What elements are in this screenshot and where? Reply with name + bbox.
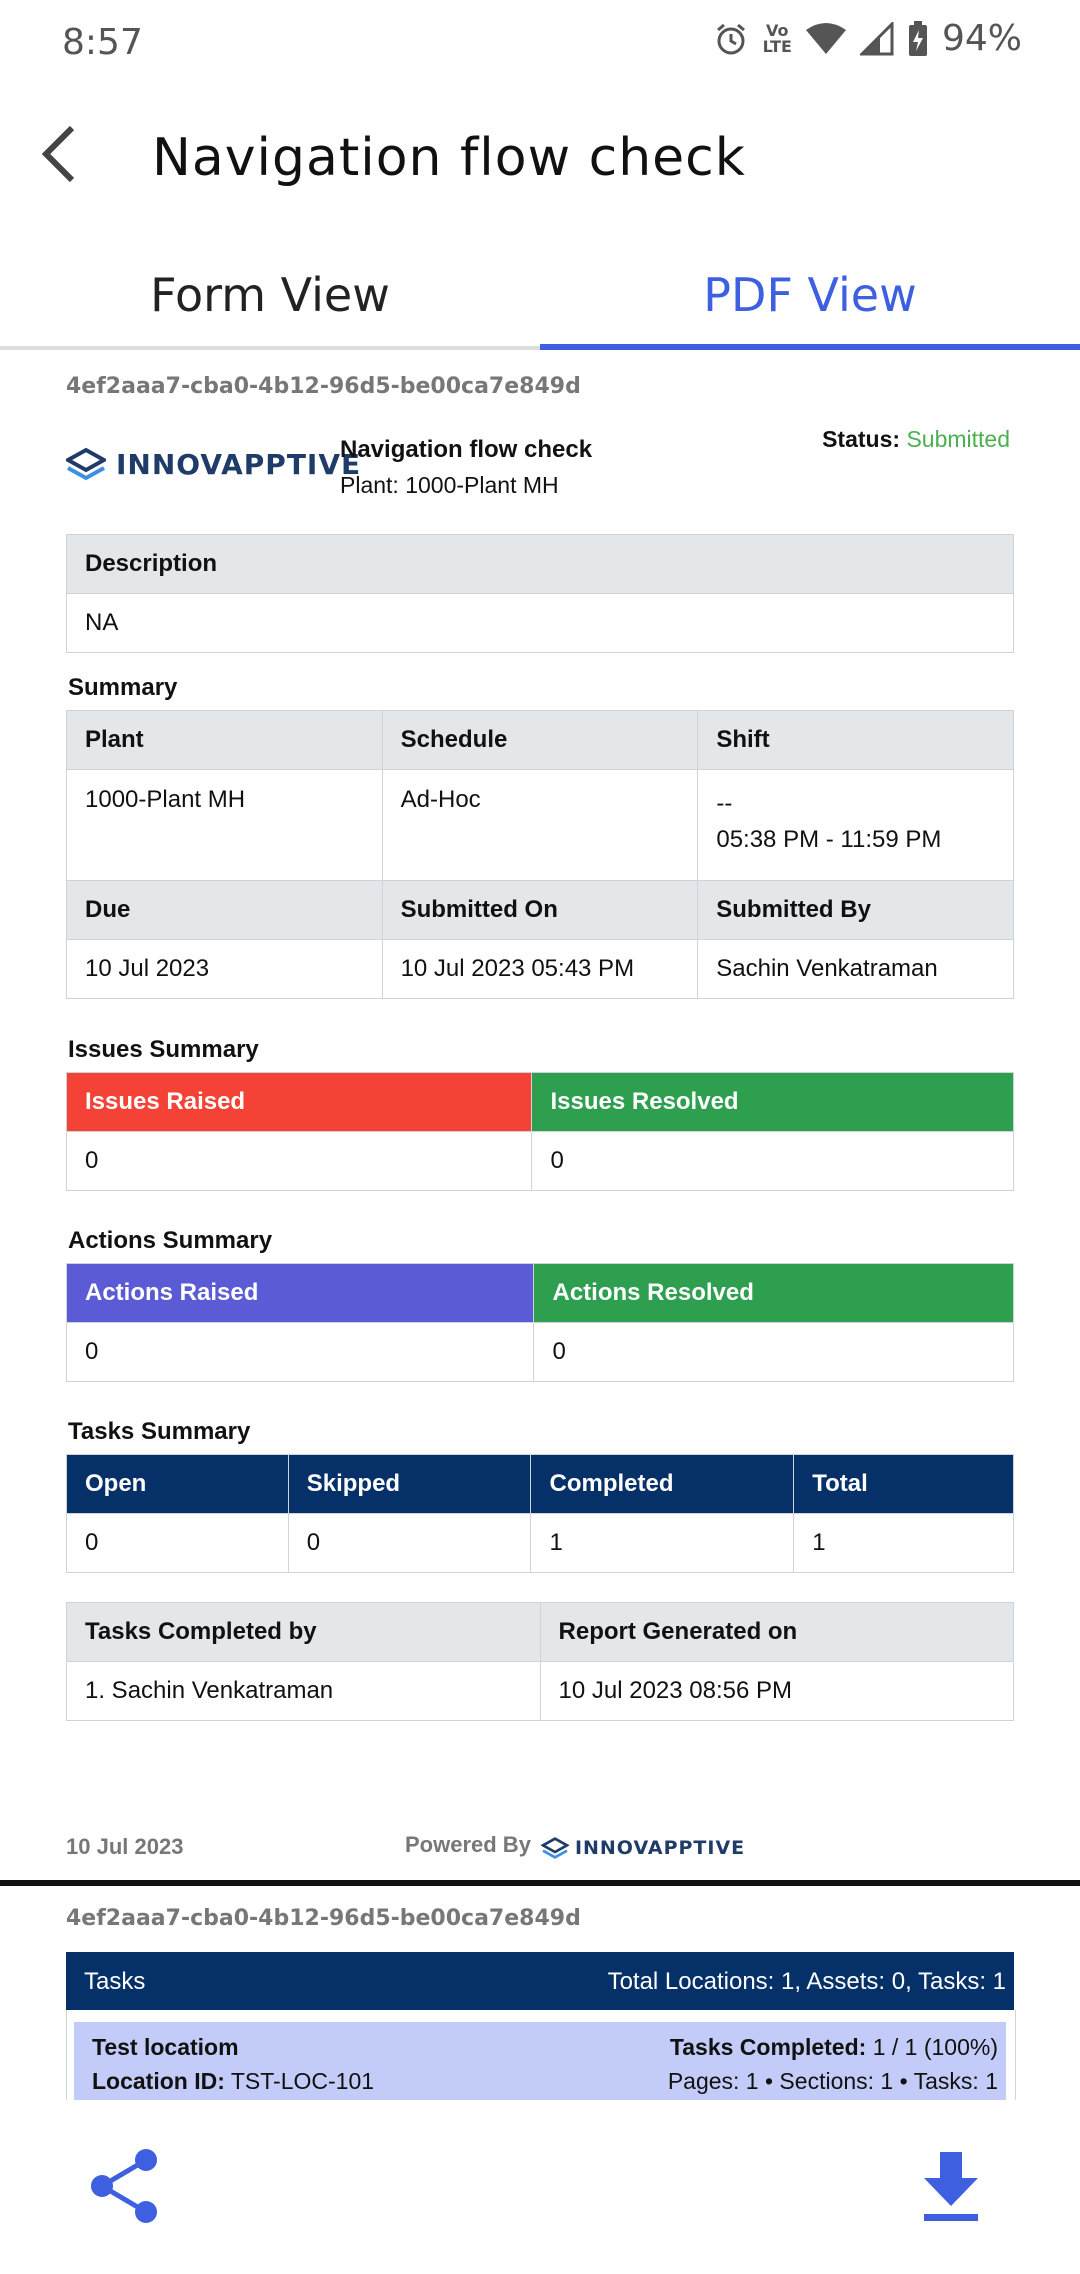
report-generated-value: 10 Jul 2023 08:56 PM [540, 1662, 1013, 1721]
status-badge: Submitted [906, 426, 1010, 452]
tasks-completed-by-header: Tasks Completed by [67, 1603, 541, 1662]
submitted-by-value: Sachin Venkatraman [698, 940, 1014, 999]
location-name: Test locatiom [92, 2034, 239, 2060]
battery-level: 94% [941, 18, 1022, 59]
volte-icon: Vo LTE [762, 20, 792, 56]
app-bar [0, 100, 1080, 220]
location-id-line [92, 2068, 374, 2095]
issues-raised-header: Issues Raised [67, 1073, 532, 1132]
page2-document-id: 4ef2aaa7-cba0-4b12-96d5-be00ca7e849d [66, 1906, 581, 1931]
description-value: NA [67, 594, 1014, 653]
status-icons [713, 18, 1022, 59]
actions-raised-header: Actions Raised [67, 1264, 534, 1323]
location-card[interactable] [74, 2022, 1006, 2100]
summary-header-schedule: Schedule [382, 711, 698, 770]
bottom-action-bar [0, 2100, 1080, 2274]
tasks-skipped-value: 0 [288, 1514, 531, 1573]
report-generated-header: Report Generated on [540, 1603, 1013, 1662]
innovapptive-logo-icon [66, 446, 106, 482]
actions-summary-label: Actions Summary [68, 1227, 273, 1254]
innovapptive-logo-icon [541, 1836, 569, 1860]
tab-form-view[interactable]: Form View [150, 268, 390, 322]
due-value: 10 Jul 2023 [67, 940, 383, 999]
summary-header-plant: Plant [67, 711, 383, 770]
tasks-summary-label: Tasks Summary [68, 1418, 251, 1445]
tasks-open-header: Open [67, 1455, 289, 1514]
view-tabs [0, 250, 1080, 352]
tasks-skipped-header: Skipped [288, 1455, 531, 1514]
tasks-completed-label: Tasks Completed: [669, 2034, 867, 2060]
summary-plant: 1000-Plant MH [67, 770, 383, 881]
actions-raised-value: 0 [67, 1323, 534, 1382]
submitted-by-header: Submitted By [698, 881, 1014, 940]
pages-sections-tasks: Pages: 1 • Sections: 1 • Tasks: 1 [667, 2068, 998, 2094]
status-label: Status: [822, 426, 901, 452]
tasks-completed-value: 1 / 1 (100%) [872, 2034, 998, 2060]
issues-resolved-header: Issues Resolved [532, 1073, 1014, 1132]
location-id: TST-LOC-101 [230, 2068, 375, 2094]
tab-pdf-view[interactable]: PDF View [703, 268, 917, 322]
wifi-icon [806, 22, 846, 56]
due-header: Due [67, 881, 383, 940]
status-line [822, 426, 1010, 453]
description-table [66, 534, 1014, 653]
footer-logo-text: INNOVAPPTIVE [574, 1837, 746, 1859]
page-separator [0, 1880, 1080, 1886]
issues-table [66, 1072, 1014, 1191]
status-bar [0, 0, 1080, 86]
tasks-header-bar [66, 1952, 1014, 2010]
tasks-total-value: 1 [794, 1514, 1014, 1573]
submitted-on-value: 10 Jul 2023 05:43 PM [382, 940, 698, 999]
tasks-total-header: Total [794, 1455, 1014, 1514]
powered-by [405, 1830, 745, 1860]
status-time: 8:57 [62, 22, 143, 63]
submitted-on-header: Submitted On [382, 881, 698, 940]
footer-date: 10 Jul 2023 [66, 1834, 184, 1859]
share-icon[interactable] [88, 2148, 160, 2224]
page-title: Navigation flow check [152, 128, 746, 188]
tasks-completed-by-value: 1. Sachin Venkatraman [67, 1662, 541, 1721]
summary-label: Summary [68, 674, 178, 701]
back-arrow-icon[interactable] [38, 124, 78, 184]
summary-schedule: Ad-Hoc [382, 770, 698, 881]
innovapptive-logo [66, 446, 361, 482]
tasks-label: Tasks [84, 1968, 146, 1995]
document-id: 4ef2aaa7-cba0-4b12-96d5-be00ca7e849d [66, 374, 581, 399]
actions-resolved-value: 0 [534, 1323, 1014, 1382]
battery-charging-icon [908, 21, 928, 57]
signal-icon [860, 22, 894, 56]
issues-resolved-value: 0 [532, 1132, 1014, 1191]
tasks-completed-line [670, 2034, 998, 2061]
submission-table [66, 880, 1014, 999]
tasks-completed-header: Completed [531, 1455, 794, 1514]
plant-line: Plant: 1000-Plant MH [340, 472, 559, 498]
tasks-totals: Total Locations: 1, Assets: 0, Tasks: 1 [607, 1968, 1006, 1995]
download-icon[interactable] [922, 2152, 980, 2222]
location-id-label: Location ID: [92, 2068, 225, 2094]
tasks-summary-table [66, 1454, 1014, 1573]
tab-active-indicator [540, 344, 1080, 350]
summary-table [66, 710, 1014, 881]
footer-logo [541, 1836, 745, 1860]
powered-by-label: Powered By [405, 1832, 531, 1857]
completed-by-table [66, 1602, 1014, 1721]
tasks-open-value: 0 [67, 1514, 289, 1573]
description-header: Description [67, 535, 1014, 594]
form-title: Navigation flow check [340, 436, 593, 463]
tasks-completed-value: 1 [531, 1514, 794, 1573]
logo-text: INNOVAPPTIVE [116, 447, 362, 481]
issues-raised-value: 0 [67, 1132, 532, 1191]
summary-header-shift: Shift [698, 711, 1014, 770]
actions-table [66, 1263, 1014, 1382]
alarm-icon [713, 21, 749, 57]
issues-summary-label: Issues Summary [68, 1036, 259, 1063]
actions-resolved-header: Actions Resolved [534, 1264, 1014, 1323]
summary-shift: -- 05:38 PM - 11:59 PM [698, 770, 1014, 881]
